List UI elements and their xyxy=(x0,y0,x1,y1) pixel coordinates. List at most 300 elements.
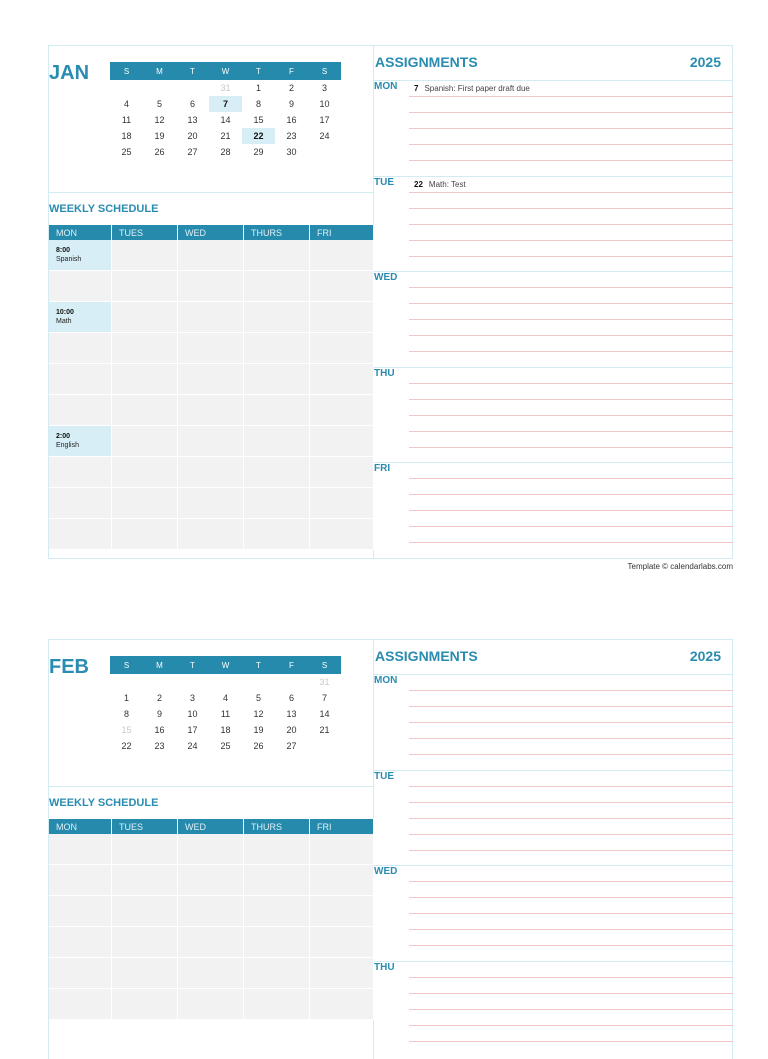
writing-line[interactable] xyxy=(409,287,733,288)
writing-line[interactable] xyxy=(409,144,733,145)
schedule-cell[interactable] xyxy=(49,958,112,989)
weekly-schedule-title: WEEKLY SCHEDULE xyxy=(49,203,159,215)
schedule-cell[interactable] xyxy=(310,395,374,426)
schedule-time: 10:00 xyxy=(56,309,74,316)
calendar-day: 18 xyxy=(220,725,231,735)
writing-line[interactable] xyxy=(409,993,733,994)
schedule-cell[interactable] xyxy=(49,395,112,426)
assignment-date: 22 xyxy=(414,179,423,189)
writing-line[interactable] xyxy=(409,834,733,835)
schedule-header-row xyxy=(49,819,374,834)
calendar-empty-cell xyxy=(209,674,242,690)
schedule-row xyxy=(49,958,374,989)
schedule-header-tues: TUES xyxy=(112,225,178,240)
writing-line[interactable] xyxy=(409,399,733,400)
assignment-day-tue xyxy=(374,770,733,866)
calendar-day: 29 xyxy=(253,147,264,157)
assignment-day-wed xyxy=(374,271,733,367)
writing-line[interactable] xyxy=(409,706,733,707)
calendar-day: 27 xyxy=(286,741,297,751)
writing-line[interactable] xyxy=(409,192,733,193)
schedule-cell[interactable] xyxy=(310,364,374,395)
schedule-cell[interactable] xyxy=(49,896,112,927)
calendar-week-row xyxy=(110,738,341,754)
calendar-day: 20 xyxy=(286,725,297,735)
mini-calendar xyxy=(110,62,341,160)
schedule-cell[interactable] xyxy=(112,364,178,395)
day-label: THU xyxy=(374,367,395,379)
schedule-cell[interactable] xyxy=(112,896,178,927)
calendar-day: 13 xyxy=(286,709,297,719)
writing-line[interactable] xyxy=(409,224,733,225)
calendar-week-row xyxy=(110,722,341,738)
calendar-week-row xyxy=(110,112,341,128)
schedule-cell[interactable] xyxy=(244,426,310,457)
schedule-cell[interactable] xyxy=(178,333,244,364)
schedule-cell[interactable] xyxy=(310,302,374,333)
schedule-rows xyxy=(49,240,374,550)
assignment-day-tue xyxy=(374,176,733,272)
schedule-header-tues: TUES xyxy=(112,819,178,834)
schedule-cell[interactable] xyxy=(244,834,310,865)
schedule-cell[interactable] xyxy=(310,865,374,896)
calendar-day: 13 xyxy=(187,115,198,125)
writing-line[interactable] xyxy=(409,160,733,161)
schedule-header-mon: MON xyxy=(49,225,112,240)
schedule-header-fri: FRI xyxy=(310,225,374,240)
day-label: FRI xyxy=(374,463,391,474)
weekly-schedule-title: WEEKLY SCHEDULE xyxy=(49,797,159,809)
schedule-cell[interactable] xyxy=(310,989,374,1020)
assignments-title: ASSIGNMENTS xyxy=(375,648,478,664)
schedule-cell[interactable] xyxy=(244,364,310,395)
schedule-cell[interactable] xyxy=(310,426,374,457)
weekly-schedule-table xyxy=(49,225,374,550)
weekday-header: M xyxy=(143,62,176,80)
weekday-header: T xyxy=(176,62,209,80)
section-divider xyxy=(49,192,374,193)
weekday-header: W xyxy=(209,656,242,674)
schedule-cell[interactable] xyxy=(49,333,112,364)
writing-line[interactable] xyxy=(409,208,733,209)
weekday-header: M xyxy=(143,656,176,674)
calendar-day: 11 xyxy=(121,115,132,125)
schedule-cell[interactable] xyxy=(310,958,374,989)
calendar-day: 24 xyxy=(319,131,330,141)
calendar-day: 12 xyxy=(154,115,165,125)
weekday-header: F xyxy=(275,62,308,80)
writing-line[interactable] xyxy=(409,786,733,787)
writing-line[interactable] xyxy=(409,351,733,352)
calendar-day: 8 xyxy=(255,99,261,109)
schedule-cell[interactable] xyxy=(112,519,178,550)
schedule-cell[interactable] xyxy=(244,457,310,488)
weekday-header: T xyxy=(242,62,275,80)
assignment-day-thu xyxy=(374,367,733,463)
calendar-day: 7 xyxy=(209,96,242,112)
schedule-cell[interactable] xyxy=(49,865,112,896)
schedule-cell[interactable] xyxy=(244,240,310,271)
writing-line[interactable] xyxy=(409,415,733,416)
weekday-header: F xyxy=(275,656,308,674)
writing-line[interactable] xyxy=(409,881,733,882)
writing-line[interactable] xyxy=(409,303,733,304)
calendar-days xyxy=(110,674,341,754)
year-label: 2025 xyxy=(689,54,721,70)
assignment-text: Math: Test xyxy=(428,179,466,189)
day-label: WED xyxy=(374,272,398,283)
schedule-cell[interactable] xyxy=(310,240,374,271)
calendar-day: 8 xyxy=(123,709,129,719)
schedule-row xyxy=(49,927,374,958)
writing-line[interactable] xyxy=(409,510,733,511)
schedule-cell[interactable] xyxy=(112,834,178,865)
writing-line[interactable] xyxy=(409,319,733,320)
writing-line[interactable] xyxy=(409,112,733,113)
schedule-cell[interactable] xyxy=(310,834,374,865)
writing-line[interactable] xyxy=(409,256,733,257)
schedule-header-wed: WED xyxy=(178,225,244,240)
schedule-row xyxy=(49,271,374,302)
schedule-time: 2:00 xyxy=(56,433,71,440)
calendar-empty-cell xyxy=(242,674,275,690)
schedule-cell[interactable] xyxy=(112,395,178,426)
planner-page-january xyxy=(48,45,733,559)
mini-calendar xyxy=(110,656,341,754)
schedule-cell[interactable] xyxy=(310,457,374,488)
schedule-cell[interactable] xyxy=(178,927,244,958)
schedule-time: 8:00 xyxy=(56,247,71,254)
schedule-row xyxy=(49,519,374,550)
calendar-week-row xyxy=(110,690,341,706)
calendar-day: 10 xyxy=(319,99,330,109)
weekday-header: S xyxy=(110,62,143,80)
schedule-row xyxy=(49,364,374,395)
writing-line[interactable] xyxy=(409,738,733,739)
writing-line[interactable] xyxy=(409,240,733,241)
calendar-week-row xyxy=(110,96,341,112)
calendar-day: 1 xyxy=(123,693,129,703)
writing-line[interactable] xyxy=(409,913,733,914)
calendar-day: 23 xyxy=(286,131,297,141)
writing-line[interactable] xyxy=(409,802,733,803)
day-label: MON xyxy=(374,81,398,92)
day-label: WED xyxy=(374,866,398,877)
calendar-days xyxy=(110,80,341,160)
writing-line[interactable] xyxy=(409,977,733,978)
calendar-day: 26 xyxy=(253,741,264,751)
schedule-cell[interactable] xyxy=(178,240,244,271)
weekday-header-row xyxy=(110,656,341,674)
schedule-cell[interactable] xyxy=(178,457,244,488)
day-label: TUE xyxy=(374,176,394,188)
schedule-cell[interactable] xyxy=(49,240,112,271)
calendar-day: 15 xyxy=(121,725,132,735)
schedule-cell[interactable] xyxy=(244,488,310,519)
calendar-day: 9 xyxy=(156,709,162,719)
schedule-row xyxy=(49,488,374,519)
calendar-day: 15 xyxy=(253,115,264,125)
schedule-cell[interactable] xyxy=(310,333,374,364)
schedule-header-wed: WED xyxy=(178,819,244,834)
schedule-cell[interactable] xyxy=(178,865,244,896)
schedule-cell[interactable] xyxy=(49,457,112,488)
month-title: FEB xyxy=(49,656,89,678)
schedule-cell[interactable] xyxy=(178,519,244,550)
schedule-cell[interactable] xyxy=(178,488,244,519)
writing-line[interactable] xyxy=(409,431,733,432)
schedule-cell[interactable] xyxy=(178,395,244,426)
schedule-row xyxy=(49,395,374,426)
calendar-day: 21 xyxy=(319,725,330,735)
calendar-day: 4 xyxy=(222,693,228,703)
schedule-cell[interactable] xyxy=(244,989,310,1020)
calendar-empty-cell xyxy=(308,738,341,754)
schedule-row xyxy=(49,865,374,896)
schedule-cell[interactable] xyxy=(112,240,178,271)
calendar-empty-cell xyxy=(176,674,209,690)
schedule-header-thurs: THURS xyxy=(244,225,310,240)
writing-line[interactable] xyxy=(409,494,733,495)
writing-line[interactable] xyxy=(409,1009,733,1010)
schedule-header-row xyxy=(49,225,374,240)
calendar-empty-cell xyxy=(110,674,143,690)
calendar-day: 22 xyxy=(121,741,132,751)
weekday-header: S xyxy=(308,656,341,674)
schedule-cell[interactable] xyxy=(49,426,112,457)
schedule-cell[interactable] xyxy=(49,271,112,302)
calendar-day: 16 xyxy=(286,115,297,125)
schedule-row xyxy=(49,457,374,488)
writing-line[interactable] xyxy=(409,754,733,755)
calendar-week-row xyxy=(110,674,341,690)
calendar-day: 22 xyxy=(242,128,275,144)
assignments-title: ASSIGNMENTS xyxy=(375,54,478,70)
schedule-rows xyxy=(49,834,374,1020)
schedule-cell[interactable] xyxy=(244,927,310,958)
schedule-cell[interactable] xyxy=(178,896,244,927)
schedule-cell[interactable] xyxy=(49,927,112,958)
schedule-row xyxy=(49,302,374,333)
calendar-day: 28 xyxy=(220,147,231,157)
writing-line[interactable] xyxy=(409,850,733,851)
writing-line[interactable] xyxy=(409,897,733,898)
weekday-header: T xyxy=(176,656,209,674)
schedule-cell[interactable] xyxy=(310,519,374,550)
schedule-cell[interactable] xyxy=(112,927,178,958)
calendar-day: 1 xyxy=(255,83,261,93)
schedule-subject: Math xyxy=(56,318,72,325)
schedule-cell[interactable] xyxy=(178,271,244,302)
schedule-cell[interactable] xyxy=(310,927,374,958)
calendar-day: 25 xyxy=(121,147,132,157)
schedule-cell[interactable] xyxy=(310,488,374,519)
assignment-day-thu xyxy=(374,961,733,1057)
weekday-header-row xyxy=(110,62,341,80)
calendar-day: 2 xyxy=(156,693,162,703)
writing-line[interactable] xyxy=(409,722,733,723)
writing-line[interactable] xyxy=(409,128,733,129)
assignment-day-fri xyxy=(374,462,733,558)
calendar-week-row xyxy=(110,144,341,160)
calendar-empty-cell xyxy=(308,144,341,160)
schedule-cell[interactable] xyxy=(178,426,244,457)
schedule-header-thurs: THURS xyxy=(244,819,310,834)
calendar-day: 31 xyxy=(220,83,231,93)
weekday-header: S xyxy=(308,62,341,80)
writing-line[interactable] xyxy=(409,542,733,543)
schedule-subject: Spanish xyxy=(56,256,82,263)
schedule-cell[interactable] xyxy=(244,896,310,927)
schedule-header-mon: MON xyxy=(49,819,112,834)
assignment-day-wed xyxy=(374,865,733,961)
assignment-entry[interactable] xyxy=(414,180,466,189)
weekday-header: S xyxy=(110,656,143,674)
calendar-day: 14 xyxy=(220,115,231,125)
weekday-header: W xyxy=(209,62,242,80)
schedule-cell[interactable] xyxy=(112,457,178,488)
calendar-empty-cell xyxy=(176,80,209,96)
writing-line[interactable] xyxy=(409,929,733,930)
schedule-cell[interactable] xyxy=(112,333,178,364)
schedule-cell[interactable] xyxy=(112,271,178,302)
calendar-day: 9 xyxy=(288,99,294,109)
assignment-text: Spanish: First paper draft due xyxy=(424,84,530,93)
schedule-cell[interactable] xyxy=(49,834,112,865)
schedule-cell[interactable] xyxy=(244,302,310,333)
writing-line[interactable] xyxy=(409,945,733,946)
writing-line[interactable] xyxy=(409,1041,733,1042)
year-label: 2025 xyxy=(689,648,721,664)
calendar-day: 12 xyxy=(253,709,264,719)
calendar-day: 3 xyxy=(321,83,327,93)
calendar-day: 16 xyxy=(154,725,165,735)
writing-line[interactable] xyxy=(409,335,733,336)
schedule-cell[interactable] xyxy=(49,364,112,395)
schedule-cell[interactable] xyxy=(244,395,310,426)
schedule-header-fri: FRI xyxy=(310,819,374,834)
schedule-cell[interactable] xyxy=(178,958,244,989)
schedule-cell[interactable] xyxy=(244,333,310,364)
schedule-cell[interactable] xyxy=(49,488,112,519)
schedule-cell[interactable] xyxy=(244,271,310,302)
writing-line[interactable] xyxy=(409,478,733,479)
assignment-day-mon xyxy=(374,80,733,176)
calendar-day: 24 xyxy=(187,741,198,751)
assignment-date: 7 xyxy=(414,84,419,93)
calendar-day: 27 xyxy=(187,147,198,157)
schedule-row xyxy=(49,834,374,865)
calendar-day: 5 xyxy=(156,99,162,109)
calendar-day: 25 xyxy=(220,741,231,751)
schedule-cell[interactable] xyxy=(49,519,112,550)
calendar-day: 17 xyxy=(319,115,330,125)
assignment-day-mon xyxy=(374,674,733,770)
section-divider xyxy=(49,786,374,787)
writing-line[interactable] xyxy=(409,96,733,97)
schedule-cell[interactable] xyxy=(178,364,244,395)
calendar-day: 6 xyxy=(288,693,294,703)
writing-line[interactable] xyxy=(409,383,733,384)
writing-line[interactable] xyxy=(409,1025,733,1026)
writing-line[interactable] xyxy=(409,690,733,691)
assignment-entry[interactable] xyxy=(414,84,530,93)
calendar-empty-cell xyxy=(110,80,143,96)
calendar-week-row xyxy=(110,80,341,96)
schedule-row xyxy=(49,333,374,364)
day-label: THU xyxy=(374,961,395,973)
calendar-day: 7 xyxy=(321,693,327,703)
schedule-cell[interactable] xyxy=(244,865,310,896)
calendar-empty-cell xyxy=(275,674,308,690)
schedule-cell[interactable] xyxy=(49,302,112,333)
schedule-cell[interactable] xyxy=(112,958,178,989)
calendar-day: 2 xyxy=(288,83,294,93)
schedule-cell[interactable] xyxy=(178,834,244,865)
calendar-day: 26 xyxy=(154,147,165,157)
schedule-subject: English xyxy=(56,442,79,449)
calendar-day: 10 xyxy=(187,709,198,719)
weekday-header: T xyxy=(242,656,275,674)
schedule-cell[interactable] xyxy=(112,488,178,519)
calendar-day: 14 xyxy=(319,709,330,719)
day-label: TUE xyxy=(374,770,394,782)
schedule-cell[interactable] xyxy=(49,989,112,1020)
schedule-row xyxy=(49,896,374,927)
writing-line[interactable] xyxy=(409,447,733,448)
calendar-empty-cell xyxy=(143,674,176,690)
schedule-row xyxy=(49,240,374,271)
schedule-cell[interactable] xyxy=(310,896,374,927)
schedule-cell[interactable] xyxy=(112,302,178,333)
writing-line[interactable] xyxy=(409,818,733,819)
calendar-day: 6 xyxy=(189,99,195,109)
calendar-day: 20 xyxy=(187,131,198,141)
calendar-day: 4 xyxy=(123,99,129,109)
calendar-day: 31 xyxy=(319,677,330,687)
schedule-cell[interactable] xyxy=(244,519,310,550)
schedule-cell[interactable] xyxy=(112,989,178,1020)
schedule-row xyxy=(49,989,374,1020)
schedule-cell[interactable] xyxy=(310,271,374,302)
schedule-cell[interactable] xyxy=(178,302,244,333)
month-title: JAN xyxy=(49,62,90,84)
calendar-day: 5 xyxy=(255,693,261,703)
schedule-cell[interactable] xyxy=(244,958,310,989)
calendar-day: 23 xyxy=(154,741,165,751)
schedule-cell[interactable] xyxy=(112,865,178,896)
writing-line[interactable] xyxy=(409,526,733,527)
calendar-day: 11 xyxy=(220,709,231,719)
weekly-schedule-table xyxy=(49,819,374,1020)
calendar-day: 3 xyxy=(189,693,195,703)
planner-page-february xyxy=(48,639,733,1059)
copyright-footer: Template © calendarlabs.com xyxy=(627,562,733,571)
day-label: MON xyxy=(374,675,398,686)
calendar-week-row xyxy=(110,706,341,722)
calendar-day: 30 xyxy=(286,147,297,157)
calendar-day: 17 xyxy=(187,725,198,735)
schedule-cell[interactable] xyxy=(112,426,178,457)
calendar-day: 18 xyxy=(121,131,132,141)
calendar-day: 19 xyxy=(154,131,165,141)
calendar-day: 19 xyxy=(253,725,264,735)
schedule-row xyxy=(49,426,374,457)
calendar-week-row xyxy=(110,128,341,144)
calendar-empty-cell xyxy=(143,80,176,96)
schedule-cell[interactable] xyxy=(178,989,244,1020)
calendar-day: 21 xyxy=(220,131,231,141)
